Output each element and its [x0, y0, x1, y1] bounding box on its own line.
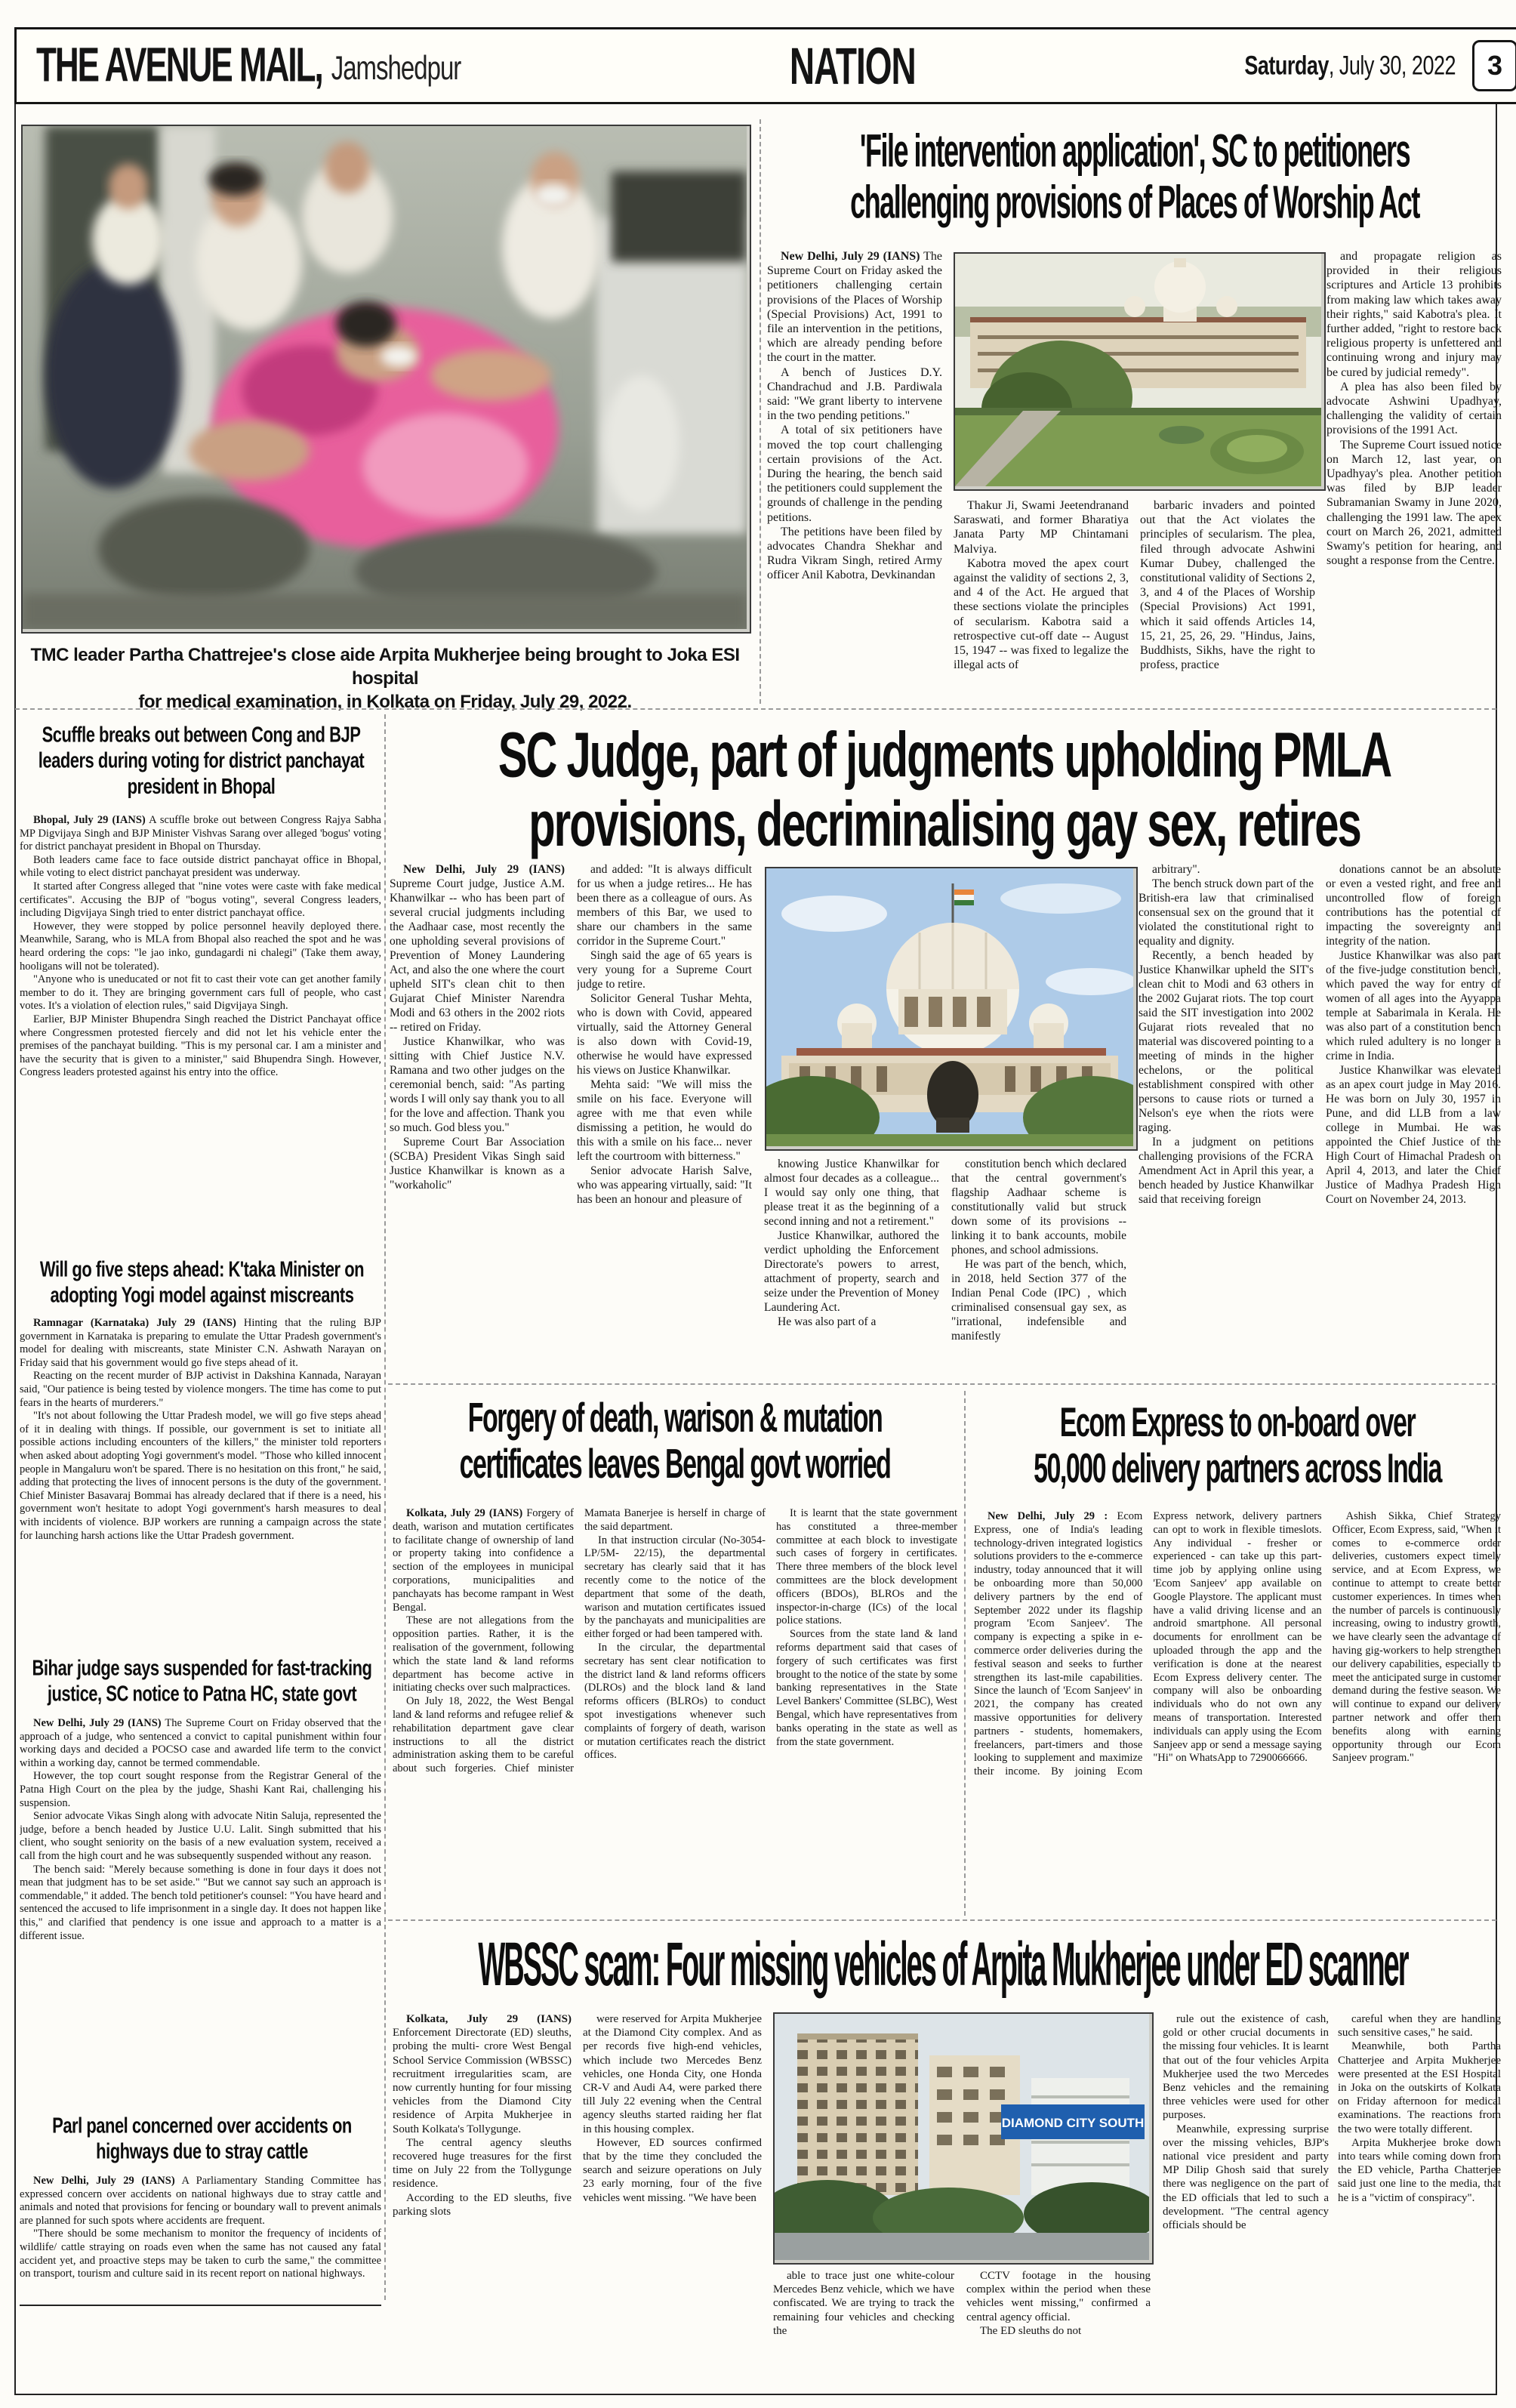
wbssc-dateline: Kolkata, July 29 (IANS) [406, 2013, 572, 2025]
worship-dateline: New Delhi, July 29 (IANS) [781, 250, 920, 263]
parl-headline-text: Parl panel concerned over accidents on highways due to stray cattle [52, 2113, 352, 2164]
parl-lead: A Parliamentary Standing Committee has expressed concern over accidents on national highways due to stray cattle and animals and noted that provisions for fencing or boundary wall to prevent animals are planned for such spots where accidents are frequent. [20, 2175, 381, 2227]
wbssc-col1: Kolkata, July 29 (IANS) Enforcement Directorate (ED) sleuths, probing the multi- crore West Bengal School Service Commission (WBSSC) recruitment irregularities scam, are now currently hunting for four missing vehicles from the Diamond City residence of Arpita Mukherjee in South Kolkata's Tollygunge. The central agency sleuths recovered huge treasures for the first time on July 22 from the Tollygunge residence. According to the ED sleuths, five parking slots [393, 2013, 572, 2218]
supreme-court-photo [954, 252, 1326, 491]
forgery-body: Kolkata, July 29 (IANS) Forgery of death, warison and mutation certificates to facilitate change of ownership of land or property taking into confidence a section of the employees in municipal corporations, municipalities and panchayats has become rampant in West Bengal. These are not allegations from the opposition parties. Rather, it is the realisation of the government, following which the state land & land reforms department has become active in initiating checks over such malpractices. On July 18, 2022, the West Bengal land & land reforms and refugee relief & rehabilitation department gave clear instructions to all the district administration asking them to be careful about such forgeries. Chief minister Mamata Banerjee is herself in charge of the said department. In that instruction circular (No-3054-LP/5M- 22/15), the departmental secretary has clearly said that it has recently come to the notice of the department that some of the death, warison and mutation certificates issued by the panchayats and municipalities are either forged or had been tampered with. In the circular, the departmental secretary has sent clear notification to the district land & land reforms officers (DLROs) and the block land & land reforms officers (BLROs) to conduct spot investigations whenever such complaints of forgery of death, warison or mutation certificates reach the district offices. It is learnt that the state government has constituted a three-member committee at each block to investigate such cases of forgery in certificates. There three members of the block level committees are the block development officers (BDOs), BLROs and the inspector-in-charge (ICs) of the local police stations. Sources from the state land & land reforms department said that cases of forgery of such certificates was first brought to the notice of the state by some banking representatives in the State Level Bankers' Committee (SLBC), West Bengal, which have representatives from banks operating in the state as well as from the state government. [393, 1507, 957, 1775]
worship-headline-line2: challenging provisions of Places of Worship Act [850, 175, 1419, 229]
forgery-headline-line2: certificates leaves Bengal govt worried [459, 1441, 891, 1488]
wbssc-col2: were reserved for Arpita Mukherjee at the Diamond City complex. And as per records five high-end vehicles, which include two Mercedes Benz vehicles, one Honda City, one Honda CR-V and Audi A4, were parked there till July 22 evening when the Central agency sleuths started raiding her flat in this housing complex. However, ED sources confirmed that by the time they concluded the search and seizure operations on July 23 early morning, four of the five vehicles went missing. "We have been [583, 2013, 762, 2204]
masthead-left [36, 38, 461, 92]
ecom-lead: Ecom Express, one of India's leading technology-driven integrated logistics solutions providers to the e-commerce industry, today announced that it will be onboarding more than 50,000 delivery partners by the end of September 2022 under its flagship program 'Ecom Sanjeev'. The company is expecting a spike in e-commerce order deliveries during the festival season and seeks to further strengthen its last-mile capabilities. Since the launch of 'Ecom Sanjeev' in 2021, the company has created massive opportunities for delivery partners - students, homemakers, freelancers, part-timers and those looking to supplement and maximize their income. By joining Ecom Express network, delivery partners can opt to work in flexible timeslots. Any individual - fresher or experienced - can take up this part-time job by applying online using 'Ecom Sanjeev' app available on Google Playstore. The applicant must have a valid driving license and an android smartphone. All personal documents for enrollment can be uploaded through the app and the verification is done at the nearest Ecom Express delivery center. The company will also be onboarding individuals who do not own any means of transportation. Interested individuals can apply using the Ecom Sanjeev app or send a message saying "Hi" on WhatsApp to 7290066666. [974, 1510, 1322, 1778]
pmla-col6: donations cannot be an absolute or even a vested right, and free and uncontrolled flow of foreign contributions has the potential of impacting the sovereignty and integrity of the nation. Justice Khanwilkar was also part of the five-judge constitution bench, which paved the way for entry of women of all ages into the Ayyappa temple at Sabarimala in Kerala. He was also part of a constitution bench which ruled adultery is no longer a crime in India. Justice Khanwilkar was elevated as an apex court judge in May 2016. He was born on July 30, 1957 in Pune, and did LLB from a law college in Mumbai. He was appointed the Chief Justice of the High Court of Himachal Pradesh on April 4, 2013, and later the Chief Justice of Madhya Pradesh High Court on November 24, 2013. [1326, 863, 1501, 1206]
scuffle-lead: A scuffle broke out between Congress Rajya Sabha MP Digvijaya Singh and BJP Minister Vishvas Sarang over alleged 'bogus' voting for district panchayat president in Bhopal on Thursday. [20, 814, 381, 853]
supreme-court-dome-photo [765, 867, 1138, 1151]
pmla-col1: New Delhi, July 29 (IANS) Supreme Court judge, Justice A.M. Khanwilkar -- who has been part of several crucial judgments including the Aadhaar case, most recently the one upholding several provisions of Prevention of Money Laundering Act, and also the one where the court upheld SIT's clean chit to then Gujarat Chief Minister Narendra Modi and 63 others in the 2002 riots -- retired on Friday. Justice Khanwilkar, who was sitting with Chief Justice N.V. Ramana and two other judges on the ceremonial bench, said: "As parting words I will only say thank you to all for the love and affection. Thank you so much. God bless you." Supreme Court Bar Association (SCBA) President Vikas Singh said Justice Khanwilkar is known as a "workaholic" [390, 863, 565, 1192]
forgery-lead: Forgery of death, warison and mutation certificates to facilitate change of ownership of land or property taking into confidence a section of the employees in municipal corporations, municipalities and panchayats has become rampant in West Bengal. [393, 1507, 574, 1614]
scuffle-body: Bhopal, July 29 (IANS) A scuffle broke out between Congress Rajya Sabha MP Digvijaya Singh and BJP Minister Vishvas Sarang over alleged 'bogus' voting for district panchayat president in Bhopal on Thursday. Both leaders came face to face outside district panchayat office in Bhopal, while voting to elect district panchayat president was underway. It started after Congress alleged that "nine votes were caste with fake medical certificates". Accusing the BJP of "bogus voting", several Congress leaders, including Digvijaya Singh tried to enter district panchayat office. However, they were stopped by police personnel heavily deployed there. Meanwhile, Sarang, who is MLA from Bhopal also reached the spot and he was heard ordering the cops: "le jao inko, gundagardi ni chalegi" (Take them away, hooligans will not be tolerated). "Anyone who is uneducated or not fit to cast their vote can get another family member to do it. They are bringing government cars full of people, who cast votes. It's a violation of election rules," said Digvijaya Singh. Earlier, BJP Minister Bhupendra Singh reached the District Panchayat office where Congressmen protested fiercely and did not let his vehicle enter the premises of the panchayat building. "This is my personal car. I am a minister and have the security that is given to a minister," said Bhupendra Singh. However, Congress leaders protested against his entry into the office. [20, 814, 381, 1079]
forgery-headline-line1: Forgery of death, warison & mutation [467, 1395, 883, 1441]
bihar-dateline: New Delhi, July 29 (IANS) [33, 1717, 162, 1729]
bihar-body: New Delhi, July 29 (IANS) The Supreme Court on Friday observed that the approach of a judge, who sentenced a convict to capital punishment within four working days and decided a POCSO case and awarded life term to the convict within a working day, cannot be termed commendable. However, the top court sought response from the Registrar General of the Patna High Court on the plea by the judge, Shashi Kant Rai, challenging his suspension. Senior advocate Vikas Singh along with advocate Nitin Saluja, represented the judge, before a bench headed by Justice U.U. Lalit. Singh submitted that his client, who sought seniority on the basis of a new evaluation system, received a call from the high court and he was subsequently suspended without any reason. The bench said: "Merely because something is done in four days it does not mean that judgment has to be set aside." "But we cannot say such an approach is commendable," it added. The bench told petitioner's counsel: "You have heard and sentenced the accused to life imprisonment in a single day. It does not happen like this," and clarified that pendency is one issue and approach to a matter is a different issue. [20, 1717, 381, 1942]
arpita-photo-art [23, 126, 747, 629]
ecom-body: New Delhi, July 29 : Ecom Express, one of India's leading technology-driven integrated logistics solutions providers to the e-commerce industry, today announced that it will be onboarding more than 50,000 delivery partners by the end of September 2022 under its flagship program 'Ecom Sanjeev'. The company is expecting a spike in e-commerce order deliveries during the festival season and seeks to further strengthen its last-mile capabilities. Since the launch of 'Ecom Sanjeev' in 2021, the company has created massive opportunities for delivery partners - students, homemakers, freelancers, part-timers and those looking to supplement and maximize their income. By joining Ecom Express network, delivery partners can opt to work in flexible timeslots. Any individual - fresher or experienced - can take up this part-time job by applying online using 'Ecom Sanjeev' app available on Google Playstore. The applicant must have a valid driving license and an android smartphone. All personal documents for enrollment can be uploaded through the app and the verification is done at the nearest Ecom Express delivery center. The company will also be onboarding individuals who do not own any means of transportation. Interested individuals can apply using the Ecom Sanjeev app or send a message saying "Hi" on WhatsApp to 7290066666. Ashish Sikka, Chief Strategy Officer, Ecom Express, said, "When it comes to e-commerce order deliveries, customers expect timely service, and at Ecom Express, we continue to attempt to create better customer experiences. In times when the number of parcels is continuously increasing, owing to industry growth, we have clearly seen the advantage of having gig-workers to help strengthen our delivery capabilities, especially to meet the anticipated surge in customer demand during the festive season. We will continue to expand our delivery partner network and offer them benefits along with earning opportunity through our Ecom Sanjeev program." [974, 1510, 1501, 1778]
worship-col1: New Delhi, July 29 (IANS) The Supreme Court on Friday asked the petitioners challenging certain provisions of the Places of Worship (Special Provisions) Act, 1991 to file an intervention in the petitions, which are already pending before the court in the matter. A bench of Justices D.Y. Chandrachud and J.B. Pardiwala said: "We grant liberty to intervene in the two pending petitions." A total of six petitioners have moved the top court challenging certain provisions of the Act. During the hearing, the bench said the petitioners could supplement the grounds of challenge in the pending petitions. The petitions have been filed by advocates Chandra Shekhar and Rudra Vikram Singh, retired Army officer Anil Kabotra, Devkinandan [767, 250, 942, 582]
bihar-headline-text: Bihar judge says suspended for fast-tracking justice, SC notice to Patna HC, state govt [32, 1655, 372, 1707]
supreme-court-photo-art [955, 254, 1321, 486]
forgery-dateline: Kolkata, July 29 (IANS) [406, 1507, 523, 1519]
masthead-right [1244, 40, 1516, 91]
wbssc-lead: Enforcement Directorate (ED) sleuths, probing the multi- crore West Bengal School Service Commission (WBSSC) recruitment irregularities scam, are now currently hunting for four missing vehicles from the Diamond City residence of Arpita Mukherjee in South Kolkata's Tollygunge. [393, 2027, 572, 2135]
willgo-body: Ramnagar (Karnataka) July 29 (IANS) Hinting that the ruling BJP government in Karnataka is preparing to emulate the Uttar Pradesh government's model for dealing with miscreants, state Minister C.N. Ashwath Narayan on Friday said that his government would go five steps ahead of it. Reacting on the recent murder of BJP activist in Dakshina Kannada, Narayan said, "Our patience is being tested by violence mongers. The time has come to put fears in the hearts of murderers." "It's not about following the Uttar Pradesh model, we will go five steps ahead of it in dealing with things. If possible, our government is set to initiate all possible actions including encounters of the killers," the minister told reporters when asked about adopting Yogi government's model. "Those who killed innocent people in Mangaluru won't be spared. There is no hesitation on this front," he said, adding that protecting the lives of innocent persons is the duty of the government. Chief Minister Basavaraj Bommai has already declared that if there is a need, his government won't hesitate to adopt Yogi government's harsh measures to deal with incidents of violence. BJP workers are running a campaign across the state for launching harsh actions like the Uttar Pradesh government. [20, 1317, 381, 1542]
divider-forgery-ecom [964, 1391, 966, 1916]
ecom-headline-line2: 50,000 delivery partners across India [1034, 1445, 1441, 1492]
photo-caption-line1: TMC leader Partha Chattrejee's close aide Arpita Mukherjee being brought to Joka ESI hospital [30, 645, 740, 689]
divider-under-middle-band [388, 1919, 1496, 1921]
worship-col2: Thakur Ji, Swami Jeetendranand Saraswati, and former Bharatiya Janata Party MP Chintamani Malviya. Kabotra moved the apex court against the validity of sections 2, 3, and 4 of the Act. He argued that these sections violate the principles of secularism. Kabotra said a retrospective cut-off date -- August 15, 1947 -- was fixed to legalize the illegal acts of [954, 499, 1129, 672]
pmla-col5: arbitrary". The bench struck down part of the British-era law that criminalised consensual sex on the ground that it violated the constitutional right to equality and dignity. Recently, a bench headed by Justice Khanwilkar upheld the SIT's clean chit to Modi and 63 others in the 2002 Gujarat riots. The top court said the SIT investigation into 2002 Gujarat riots revealed that no material was discovered pointing to a meeting of minds in the higher echelons, or the political establishment conspired with other persons to cause riots or turned a Nelson's eye when the riots were raging. In a judgment on petitions challenging provisions of the FCRA Amendment Act in April this year, a bench headed by Justice Khanwilkar said that receiving foreign [1139, 863, 1314, 1206]
pmla-col2: and added: "It is always difficult for us when a judge retires... He has been there as a colleague of ours. As members of this Bar, we used to share our chambers in the same corridor in the Supreme Court." Singh said the age of 65 years is very young for a Supreme Court judge to retire. Solicitor General Tushar Mehta, who is down with Covid, appeared virtually, said the Attorney General is also down with Covid-19, otherwise he would have expressed his views on Justice Khanwilkar. Mehta said: "We will miss the smile on his face. Everyone will agree with me that even while dismissing a petition, he would do this with a smile on his face... never left the courtroom with bitterness." Senior advocate Harish Salve, who was appearing virtually, said: "It has been an honour and pleasure of [577, 863, 752, 1206]
diamond-city-photo-art [775, 2014, 1149, 2260]
page-number: 3 [1487, 50, 1503, 81]
worship-lead: The Supreme Court on Friday asked the petitioners challenging certain provisions of the Places of Worship (Special Provisions) Act, 1991 to file an intervention in the petitions, which are already pending before the court in the matter. [767, 250, 942, 365]
paper-city: Jamshedpur [331, 48, 461, 87]
diamond-city-sign: DIAMOND CITY SOUTH [1001, 2116, 1145, 2130]
wbssc-col5: rule out the existence of cash, gold or other crucial documents in the missing four vehicles. It is learnt that out of the four vehicles Arpita Mukherjee used the two Mercedes Benz vehicles and the remaining three vehicles were used for other purposes. Meanwhile, expressing surprise over the missing vehicles, BJP's national vice president and party MP Dilip Ghosh said that surely there was negligence on the part of the ED officials that led to such a development. "The central agency officials should be [1163, 2013, 1329, 2232]
worship-col3: barbaric invaders and pointed out that the Act violates the principles of secularism. The plea, filed through advocate Ashwini Kumar Dubey, challenged the constitutional validity of Sections 2, 3, and 4 of the Places of Worship (Special Provisions) Act 1991, which it said offends Articles 14, 15, 21, 25, 26, 29. "Hindus, Jains, Buddhists, Sikhs, have the right to profess, practice [1140, 499, 1315, 672]
wbssc-col3: able to trace just one white-colour Mercedes Benz vehicle, which we have confiscated. We are trying to track the remaining four vehicles and checking the [773, 2270, 954, 2337]
diamond-city-photo [773, 2012, 1154, 2265]
wbssc-headline [390, 1932, 1496, 2007]
willgo-headline [20, 1256, 384, 1308]
willgo-lead: Hinting that the ruling BJP government in Karnataka is preparing to emulate the Uttar Pradesh government's model for dealing with miscreants, state Minister C.N. Ashwath Narayan on Friday said that his government would go five steps ahead of it. [20, 1317, 381, 1369]
photo-caption-line2: for medical examination, in Kolkata on Friday, July 29, 2022. [138, 692, 632, 712]
edition-day: Saturday [1244, 50, 1329, 80]
divider-under-pmla [388, 1383, 1496, 1385]
pmla-dateline: New Delhi, July 29 (IANS) [403, 863, 565, 876]
arpita-photo [21, 125, 751, 634]
edition-date [1244, 51, 1456, 81]
supreme-court-dome-photo-art [766, 868, 1133, 1146]
worship-headline-line1: 'File intervention application', SC to petitioners [859, 124, 1410, 177]
wbssc-col6: careful when they are handling such sensitive cases," he said. Meanwhile, both Partha Chatterjee and Arpita Mukherjee were presented at the ESI Hospital in Joka on the outskirts of Kolkata on Friday afternoon for medical examinations. The reactions from the two were totally different. Arpita Mukherjee broke down into tears while coming down from the ED vehicle, Partha Chatterjee said just one line to the media, that he is a "victim of conspiracy". [1338, 2013, 1501, 2204]
scuffle-headline-text: Scuffle breaks out between Cong and BJP leaders during voting for district panchayat president in Bhopal [38, 722, 365, 799]
paper-title: THE AVENUE MAIL, [36, 38, 322, 92]
pmla-col4: constitution bench which declared that the central government's flagship Aadhaar scheme is constitutionally valid but struck down some of its provisions -- linking it to bank accounts, mobile phones, and school admissions. He was part of the bench, which, in 2018, held Section 377 of the Indian Penal Code (IPC) , which criminalised consensual gay sex, as "irrational, indefensible and manifestly [951, 1158, 1126, 1343]
bihar-lead: The Supreme Court on Friday observed that the approach of a judge, who sentenced a convict to capital punishment within four working days and decided a POCSO case and awarded life term to the convict within a working day, cannot be termed commendable. [20, 1717, 381, 1769]
scuffle-dateline: Bhopal, July 29 (IANS) [33, 814, 146, 826]
pmla-lead: Supreme Court judge, Justice A.M. Khanwilkar -- who has been part of several crucial judgments including the Aadhaar case, most recently the one upholding several provisions of Prevention of Money Laundering Act, and also the one where the court upheld SIT's clean chit to then Gujarat Chief Minister Narendra Modi and 63 others in the 2002 riots -- retired on Friday. [390, 877, 565, 1034]
wbssc-col4: CCTV footage in the housing complex within the period when these vehicles went missing," confirmed a central agency official. The ED sleuths do not [966, 2270, 1151, 2337]
parl-body: New Delhi, July 29 (IANS) A Parliamentary Standing Committee has expressed concern over accidents on national highways due to stray cattle and animals and noted that provisions for fencing or boundary wall to prevent animals are planned for such spots where accidents are frequent. "There should be some mechanism to monitor the frequency of incidents of wildlife/ cattle straying on roads even when the same has not caused any fatal accident yet, and proactive steps may be taken to curb the same," the committee on transport, tourism and culture said in its recent report on national highways. [20, 2175, 381, 2280]
section-title: NATION [789, 36, 916, 95]
worship-col4: and propagate religion as provided in their religious scriptures and Article 13 prohibits from making law which takes away their rights," said Kabotra's plea. It further added, "right to restore back religious property is unfettered and continuing wrong and injury may be cured by judicial remedy". A plea has also been filed by advocate Ashwini Upadhyay, challenging the validity of certain provisions of the 1991 Act. The Supreme Court issued notice on March 12, last year, on Upadhyay's plea. Another petition was filed by BJP leader Subramanian Swamy in June 2020, challenging the 1991 law. The apex court on March 26, 2021, admitted Swamy's petition for hearing, and sought a response from the Centre. [1326, 250, 1502, 568]
page-border-bottom [14, 2394, 1497, 2395]
ecom-headline [974, 1400, 1501, 1506]
photo-caption [30, 643, 740, 714]
bihar-headline [20, 1655, 384, 1707]
pmla-headline [393, 722, 1496, 858]
willgo-headline-text: Will go five steps ahead: K'taka Minister on adopting Yogi model against miscreants [39, 1256, 365, 1308]
pmla-headline-line1: SC Judge, part of judgments upholding PMLA [498, 720, 1391, 791]
page-border-left [14, 100, 16, 2395]
ecom-dateline: New Delhi, July 29 : [988, 1510, 1108, 1522]
masthead [14, 27, 1516, 104]
parl-dateline: New Delhi, July 29 (IANS) [33, 2175, 175, 2187]
parl-end-rule [20, 2305, 381, 2306]
pmla-headline-line2: provisions, decriminalising gay sex, retires [528, 788, 1360, 860]
wbssc-headline-text: WBSSC scam: Four missing vehicles of Arpita Mukherjee under ED scanner [478, 1932, 1408, 2000]
page-number-box [1472, 40, 1516, 91]
divider-left-rail [384, 714, 386, 2300]
divider-top-vertical [760, 119, 761, 704]
edition-date-rest: , July 30, 2022 [1328, 50, 1456, 80]
forgery-headline [393, 1395, 957, 1501]
worship-headline [767, 125, 1502, 239]
parl-headline [20, 2113, 384, 2164]
ecom-headline-line1: Ecom Express to on-board over [1059, 1400, 1416, 1446]
scuffle-headline [21, 722, 381, 799]
pmla-col3: knowing Justice Khanwilkar for almost four decades as a colleague... I would say only one thing, that please treat it as the beginning of a second inning and not a retirement." Justice Khanwilkar, authored the verdict upholding the Enforcement Directorate's powers to arrest, attachment of property, search and seize under the Prevention of Money Laundering Act. He was also part of a [764, 1158, 939, 1328]
willgo-dateline: Ramnagar (Karnataka) July 29 (IANS) [33, 1317, 236, 1329]
divider-under-top-band [15, 708, 1496, 710]
